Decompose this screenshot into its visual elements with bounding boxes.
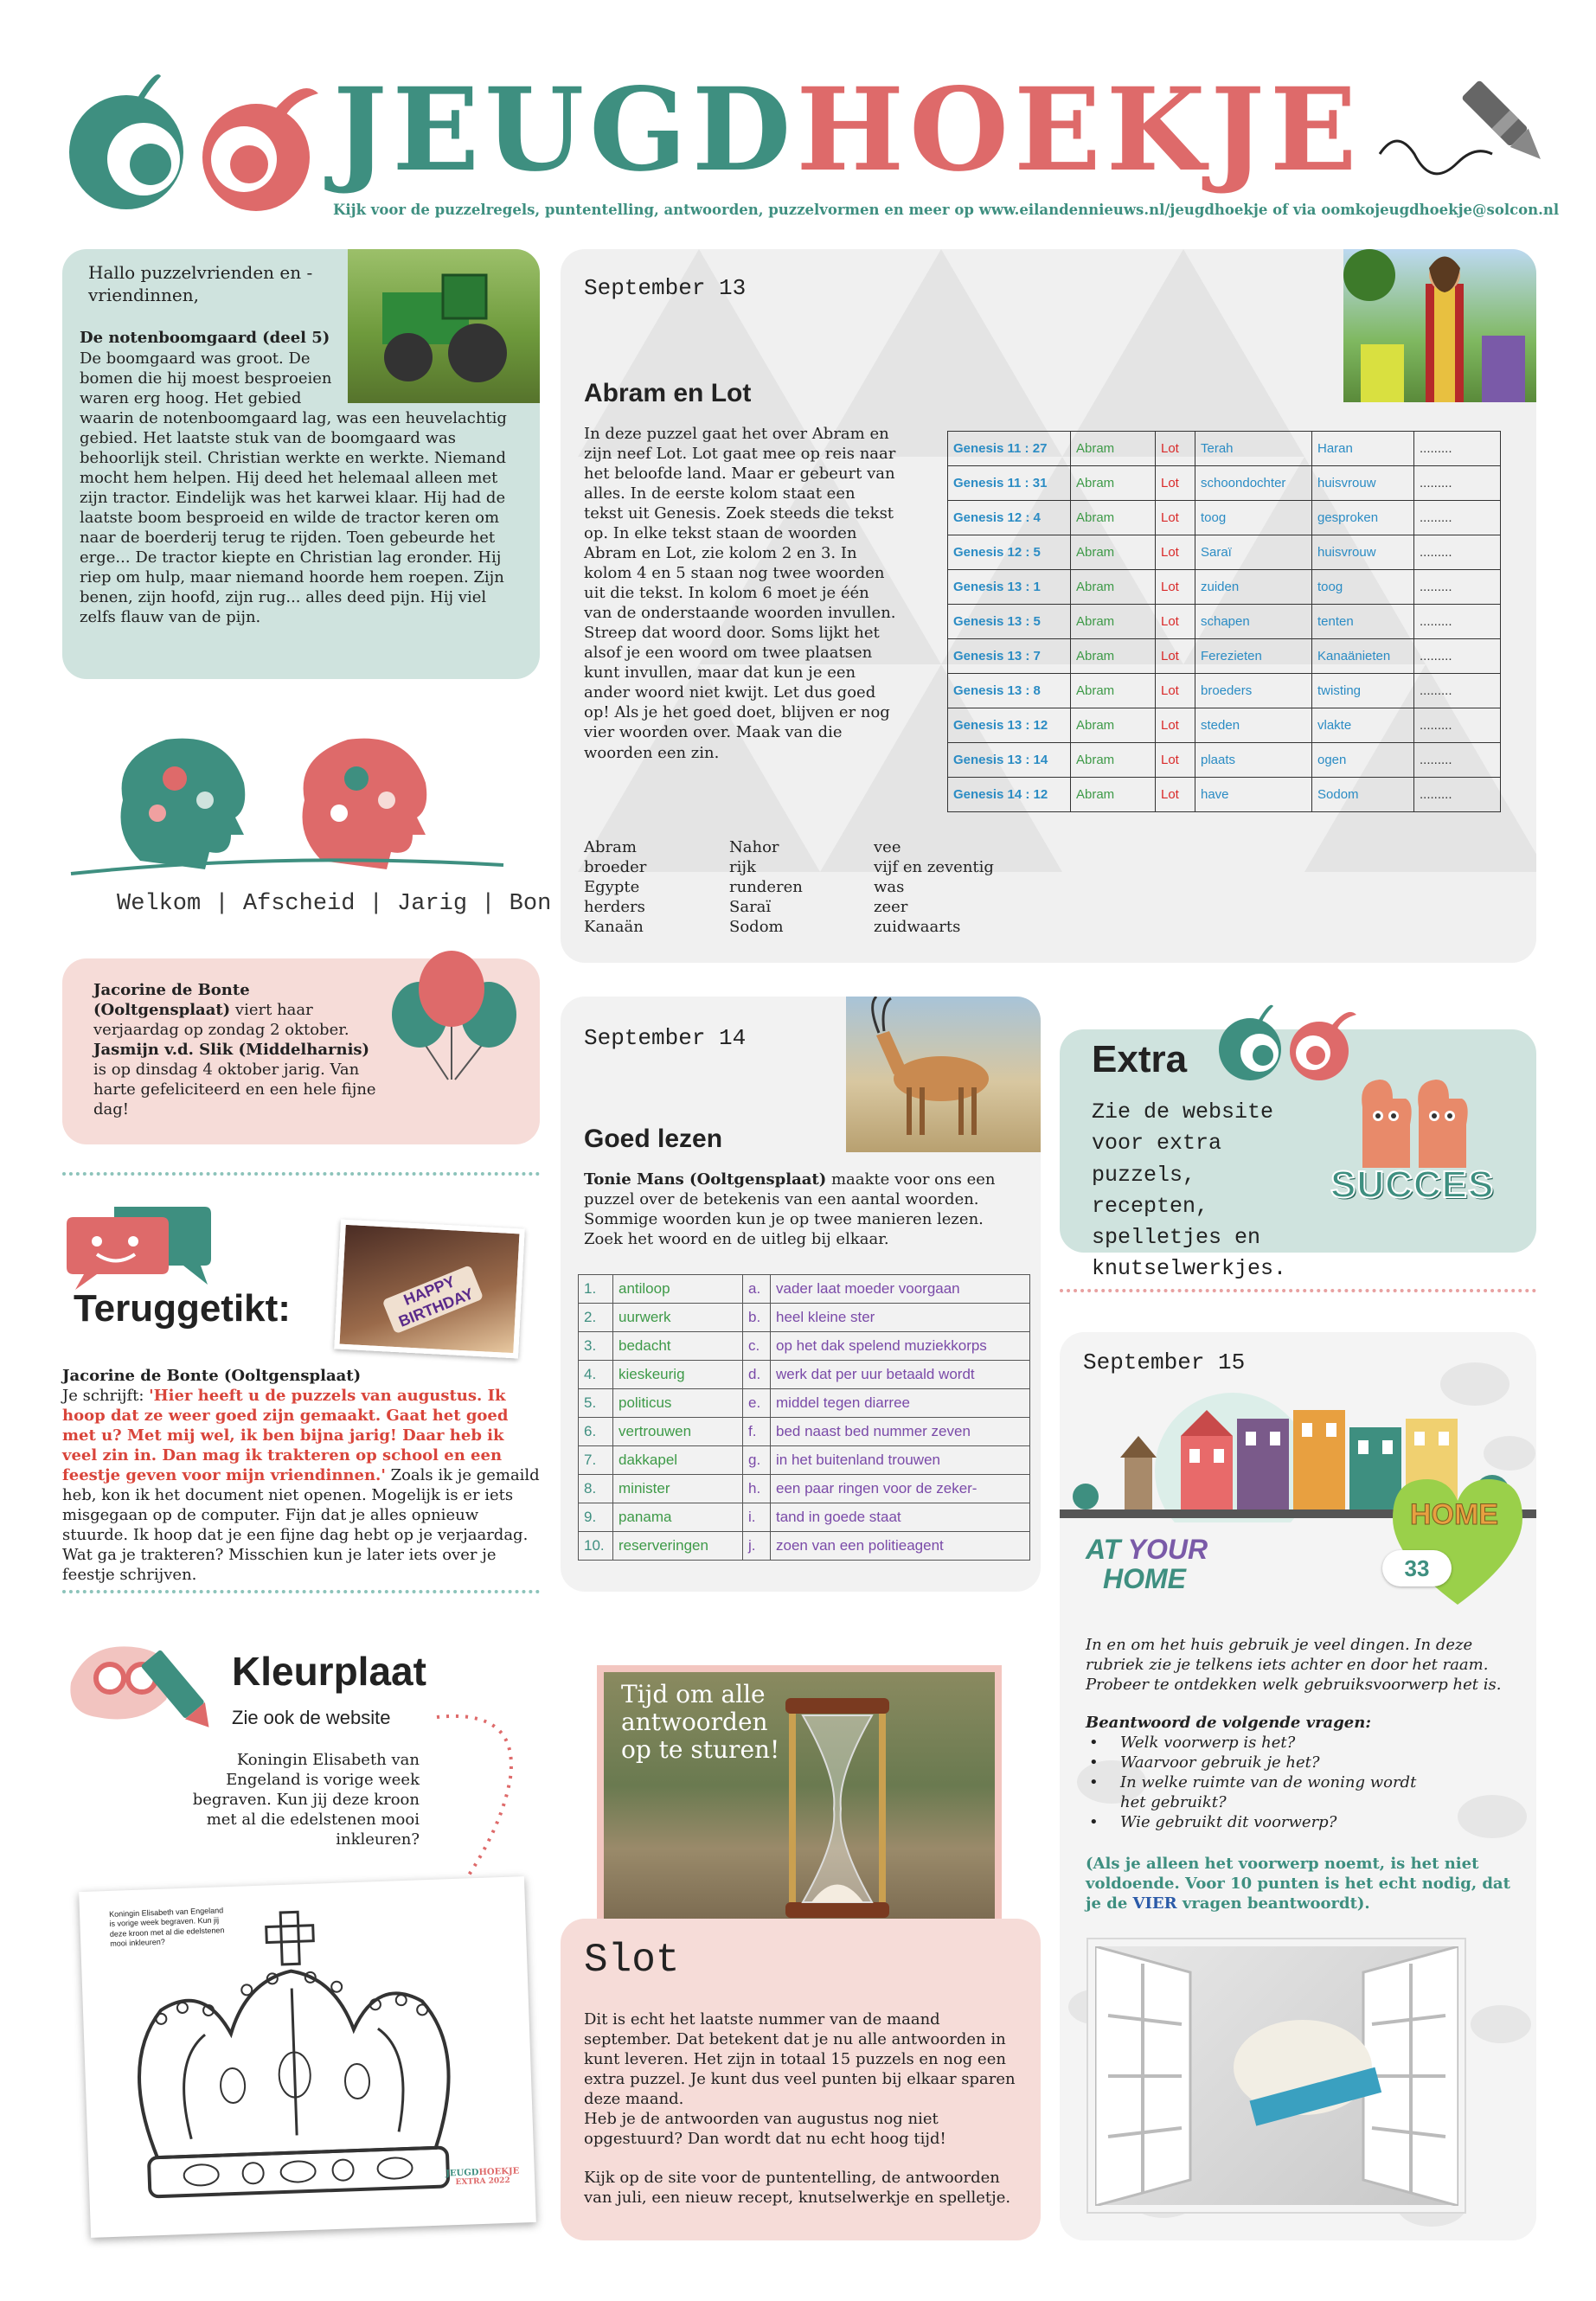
- table-cell: Lot: [1156, 535, 1195, 570]
- table-cell: Lot: [1156, 708, 1195, 743]
- sep13-words-col1: [584, 837, 646, 937]
- table-cell: Genesis 13 : 14: [948, 743, 1071, 778]
- sheet-logo-extra: EXTRA 2022: [455, 2176, 510, 2188]
- table-cell: vertrouwen: [613, 1418, 743, 1446]
- teruggetikt-text: [62, 1386, 540, 1585]
- sep15-note-a: (Als je alleen het voorwerp noemt, is het niet voldoende. Voor 10 punten is het echt nodig, dat je de: [1086, 1855, 1510, 1913]
- table-row: [579, 1503, 1030, 1532]
- gazelle-icon: [846, 997, 1041, 1152]
- kleurplaat-text: Koningin Elisabeth van Engeland is vorige week begraven. Kun jij deze kroon met al die edelstenen mooi inkleuren?: [192, 1751, 420, 1849]
- word-list-item: Egypte: [584, 878, 640, 897]
- table-cell: plaats: [1195, 743, 1312, 778]
- table-cell: Genesis 12 : 5: [948, 535, 1071, 570]
- table-cell: Genesis 12 : 4: [948, 501, 1071, 535]
- table-cell: panama: [613, 1503, 743, 1532]
- table-cell: zuiden: [1195, 570, 1312, 605]
- welkom-caption: Welkom | Afscheid | Jarig | Bon: [117, 891, 552, 917]
- table-cell: twisting: [1312, 674, 1414, 708]
- extra-logo-icon: [1211, 999, 1358, 1086]
- table-cell: op het dak spelend muziekkorps: [771, 1332, 1030, 1361]
- sep15-questions: [1086, 1733, 1432, 1832]
- table-row: [948, 639, 1501, 674]
- table-cell: Abram: [1071, 639, 1156, 674]
- table-cell: toog: [1195, 501, 1312, 535]
- table-row: [948, 743, 1501, 778]
- word-list-item: was: [874, 878, 905, 897]
- puzzle-heads-icon: [62, 705, 512, 878]
- cherry-eyes-logo-icon: [59, 67, 327, 223]
- balloons-icon: [381, 941, 528, 1088]
- sep13-title: Abram en Lot: [584, 379, 752, 407]
- word-list-item: vijf en zeventig: [874, 858, 994, 877]
- table-cell: 5.: [579, 1389, 613, 1418]
- cake-text: HAPPY BIRTHDAY: [382, 1265, 484, 1334]
- table-cell: Abram: [1071, 432, 1156, 466]
- birthday-name-2: Jasmijn v.d. Slik (Middelharnis): [93, 1041, 370, 1060]
- table-cell: schapen: [1195, 605, 1312, 639]
- sep15-date: September 15: [1083, 1349, 1246, 1375]
- masthead-title-jeugd: JEUGD: [333, 63, 797, 197]
- table-cell: Abram: [1071, 570, 1156, 605]
- photo-wrap-spacer: [336, 349, 517, 406]
- table-row: [948, 570, 1501, 605]
- hourglass-photo: [597, 1665, 1002, 1932]
- table-cell: Lot: [1156, 570, 1195, 605]
- table-cell: .........: [1414, 432, 1501, 466]
- sep15-note: [1086, 1854, 1518, 1913]
- table-cell: Sodom: [1312, 778, 1414, 812]
- table-cell: Genesis 11 : 27: [948, 432, 1071, 466]
- table-cell: Genesis 13 : 1: [948, 570, 1071, 605]
- table-cell: .........: [1414, 708, 1501, 743]
- table-cell: Genesis 14 : 12: [948, 778, 1071, 812]
- table-cell: Abram: [1071, 778, 1156, 812]
- table-cell: .........: [1414, 743, 1501, 778]
- table-cell: g.: [743, 1446, 771, 1475]
- word-list-item: herders: [584, 898, 645, 917]
- table-row: [579, 1475, 1030, 1503]
- word-list-item: Nahor: [729, 838, 779, 856]
- table-cell: een paar ringen voor de zeker-: [771, 1475, 1030, 1503]
- bible-illustration: [1343, 249, 1536, 402]
- masthead-logo: [59, 67, 327, 223]
- table-cell: c.: [743, 1332, 771, 1361]
- sep13-words-col2: [729, 837, 803, 937]
- table-cell: Lot: [1156, 674, 1195, 708]
- table-cell: Lot: [1156, 639, 1195, 674]
- table-cell: .........: [1414, 535, 1501, 570]
- sep13-date: September 13: [584, 275, 747, 301]
- table-cell: e.: [743, 1389, 771, 1418]
- masthead-title: [333, 63, 1362, 197]
- table-cell: b.: [743, 1304, 771, 1332]
- table-cell: Lot: [1156, 778, 1195, 812]
- table-cell: antiloop: [613, 1275, 743, 1304]
- intro-story-text: [80, 349, 517, 627]
- table-row: [579, 1389, 1030, 1418]
- extra-heading: Extra: [1092, 1038, 1188, 1080]
- sep14-date: September 14: [584, 1025, 747, 1051]
- table-row: [579, 1446, 1030, 1475]
- teruggetikt-heading: Teruggetikt:: [74, 1287, 291, 1330]
- cloud-number: [1382, 1550, 1452, 1586]
- masthead-subtitle: Kijk voor de puzzelregels, puntentelling, antwoorden, puzzelvormen en meer op www.eilandennieuws.nl/jeugdhoekje of via oomkojeugdhoekje@solcon.nl: [333, 202, 1560, 218]
- word-list-item: broeder: [584, 858, 647, 877]
- table-cell: Genesis 11 : 31: [948, 466, 1071, 501]
- table-cell: zoen van een politieagent: [771, 1532, 1030, 1561]
- table-cell: 3.: [579, 1332, 613, 1361]
- masthead-title-hoekje: HOEKJE: [796, 63, 1362, 197]
- table-cell: toog: [1312, 570, 1414, 605]
- list-item: • Wie gebruikt dit voorwerp?: [1086, 1812, 1432, 1832]
- table-row: [948, 605, 1501, 639]
- table-cell: Kanaänieten: [1312, 639, 1414, 674]
- table-cell: heel kleine ster: [771, 1304, 1030, 1332]
- table-cell: Abram: [1071, 501, 1156, 535]
- table-row: [579, 1361, 1030, 1389]
- table-cell: tenten: [1312, 605, 1414, 639]
- table-cell: Abram: [1071, 605, 1156, 639]
- table-cell: Lot: [1156, 466, 1195, 501]
- table-cell: Genesis 13 : 7: [948, 639, 1071, 674]
- table-cell: Genesis 13 : 8: [948, 674, 1071, 708]
- sheet-logo-hoekje: HOEKJE: [478, 2166, 520, 2178]
- sep13-table: [947, 431, 1501, 812]
- divider-2: [62, 1590, 540, 1593]
- table-cell: 1.: [579, 1275, 613, 1304]
- list-item: • Welk voorwerp is het?: [1086, 1733, 1432, 1753]
- table-cell: vlakte: [1312, 708, 1414, 743]
- word-list-item: Sodom: [729, 918, 784, 937]
- table-cell: .........: [1414, 778, 1501, 812]
- birthday-text-1: viert haar verjaardag op zondag 2 oktober.: [93, 1001, 349, 1040]
- table-cell: f.: [743, 1418, 771, 1446]
- table-cell: Abram: [1071, 674, 1156, 708]
- table-row: [948, 708, 1501, 743]
- coloring-sheet: [79, 1876, 536, 2238]
- your-text: YOUR: [1127, 1534, 1208, 1565]
- word-list-item: vee: [874, 838, 901, 856]
- table-cell: Abram: [1071, 466, 1156, 501]
- table-cell: Saraï: [1195, 535, 1312, 570]
- thumbs-up-icon: [1345, 1073, 1484, 1168]
- word-list-item: Kanaän: [584, 918, 644, 937]
- intro-story-body: De boomgaard was groot. De bomen die hij moest besproeien waren erg hoog. Het gebied waarin de notenboomgaard lag, was een heuvelachtig gebied. Het laatste stuk van de boomgaard was behoorlijk steil. Christian werkte en werkte. Niemand mocht hem helpen. Hij deed het helemaal alleen met zijn tractor. Eindelijk was het karwei klaar. Hij had de laatste boom besproeid en wilde de tractor keren om naar de boerderij terug te rijden. Toen gebeurde het erge... De tractor kiepte en Christian lag eronder. Hij riep om hulp, maar niemand hoorde hem roepen. Zijn benen, zijn hoofd, zijn rug... alles deed pijn. Hij viel zelfs flauw van de pijn.: [80, 349, 507, 627]
- teruggetikt-quote: 'Hier heeft u de puzzels van augustus. Ik hoop dat ze weer goed zijn gemaakt. Gaat het goed met u? Met mij wel, ik ben bijna jarig! Daar heb ik veel zin in. Dan mag ik trakteren op school en een feestje geven voor mijn vriendinnen.': [62, 1387, 509, 1485]
- table-cell: Terah: [1195, 432, 1312, 466]
- table-cell: middel tegen diarree: [771, 1389, 1030, 1418]
- gazelle-photo: [846, 997, 1041, 1152]
- table-cell: dakkapel: [613, 1446, 743, 1475]
- chat-bubbles-icon: [62, 1198, 214, 1293]
- word-list-item: Abram: [584, 838, 637, 856]
- table-cell: 4.: [579, 1361, 613, 1389]
- table-cell: Genesis 13 : 12: [948, 708, 1071, 743]
- table-cell: i.: [743, 1503, 771, 1532]
- home-text: HOME: [1103, 1562, 1186, 1594]
- table-cell: 2.: [579, 1304, 613, 1332]
- table-cell: 7.: [579, 1446, 613, 1475]
- table-cell: Haran: [1312, 432, 1414, 466]
- table-cell: .........: [1414, 501, 1501, 535]
- table-cell: Lot: [1156, 743, 1195, 778]
- table-cell: 6.: [579, 1418, 613, 1446]
- table-row: [579, 1532, 1030, 1561]
- table-row: [579, 1418, 1030, 1446]
- sheet-logo-jeugd: JEUGD: [445, 2168, 479, 2179]
- table-cell: Abram: [1071, 708, 1156, 743]
- table-cell: huisvrouw: [1312, 466, 1414, 501]
- sep14-author: Tonie Mans (Ooltgensplaat): [584, 1170, 827, 1189]
- table-cell: tand in goede staat: [771, 1503, 1030, 1532]
- slot-text: [584, 2009, 1021, 2208]
- slot-p2: Heb je de antwoorden van augustus nog niet opgestuurd? Dan wordt dat nu echt hoog tijd!: [584, 2110, 946, 2149]
- word-list-item: zeer: [874, 898, 908, 917]
- table-row: [948, 535, 1501, 570]
- table-cell: schoondochter: [1195, 466, 1312, 501]
- table-cell: Abram: [1071, 743, 1156, 778]
- succes-badge: SUCCES: [1330, 1163, 1495, 1206]
- sep14-intro-text: maakte voor ons een puzzel over de betekenis van een aantal woorden. Sommige woorden kun je op twee manieren lezen. Zoek het woord en de uitleg bij elkaar.: [584, 1170, 996, 1249]
- heads-illustration: [62, 705, 512, 878]
- table-cell: Lot: [1156, 605, 1195, 639]
- sep13-words-col3: [874, 837, 994, 937]
- table-cell: 9.: [579, 1503, 613, 1532]
- sep13-text: In deze puzzel gaat het over Abram en zijn neef Lot. Lot gaat mee op reis naar het beloofde land. Maar er gebeurt van alles. In de eerste kolom staat een tekst uit Genesis. Zoek steeds die tekst op. In elke tekst staan de woorden Abram en Lot, zie kolom 2 en 3. In kolom 4 en 5 staan nog twee woorden uit die tekst. In kolom 6 moet je één van de onderstaande woorden invullen. Streep dat woord door. Soms lijkt het alsof je een woord om twee plaatsen kunt invullen, maar dat kun je een ander woord niet kwijt. Let dus goed op! Als je het goed doet, blijven er nog vier woorden over. Maak van die woorden een zin.: [584, 425, 896, 762]
- table-cell: bed naast bed nummer zeven: [771, 1418, 1030, 1446]
- home-number: 33: [1404, 1555, 1430, 1581]
- table-cell: werk dat per uur betaald wordt: [771, 1361, 1030, 1389]
- sep15-note-c: vragen beantwoordt).: [1176, 1894, 1370, 1913]
- word-list-item: rijk: [729, 858, 756, 877]
- table-row: [579, 1304, 1030, 1332]
- word-list-item: runderen: [729, 878, 803, 897]
- sheet-logo: [439, 2166, 527, 2187]
- table-cell: .........: [1414, 570, 1501, 605]
- crayon-icon: [62, 1631, 218, 1730]
- word-list-item: Saraï: [729, 898, 772, 917]
- birthday-cake-photo: [334, 1220, 525, 1359]
- list-item: • In welke ruimte van de woning wordt het gebruikt?: [1086, 1772, 1432, 1812]
- table-row: [948, 432, 1501, 466]
- table-cell: d.: [743, 1361, 771, 1389]
- table-cell: 10.: [579, 1532, 613, 1561]
- table-cell: kieskeurig: [613, 1361, 743, 1389]
- sep14-title: Goed lezen: [584, 1125, 723, 1153]
- table-cell: Ferezieten: [1195, 639, 1312, 674]
- hourglass-photo-text: Tijd om alle antwoorden op te sturen!: [621, 1680, 780, 1765]
- table-row: [948, 778, 1501, 812]
- word-list-item: zuidwaarts: [874, 918, 961, 937]
- table-cell: Genesis 13 : 5: [948, 605, 1071, 639]
- table-cell: gesproken: [1312, 501, 1414, 535]
- table-cell: broeders: [1195, 674, 1312, 708]
- table-cell: .........: [1414, 639, 1501, 674]
- extra-text: Zie de website voor extra puzzels, recepten, spelletjes en knutselwerkjes.: [1092, 1099, 1287, 1282]
- sheet-text: Koningin Elisabeth van Engeland is vorige week begraven. Kun jij deze kroon met al die edelstenen mooi inkleuren?: [108, 1906, 225, 1948]
- table-row: [579, 1332, 1030, 1361]
- divider-3: [1060, 1289, 1536, 1292]
- birthday-name-1: Jacorine de Bonte (Ooltgensplaat): [93, 981, 250, 1020]
- sep15-note-b: VIER: [1132, 1894, 1177, 1913]
- window-icon: [1095, 1946, 1458, 2206]
- table-row: [948, 501, 1501, 535]
- table-row: [948, 466, 1501, 501]
- table-cell: a.: [743, 1275, 771, 1304]
- table-cell: huisvrouw: [1312, 535, 1414, 570]
- table-cell: Abram: [1071, 535, 1156, 570]
- sep15-questions-title: Beantwoord de volgende vragen:: [1086, 1714, 1371, 1732]
- table-cell: reserveringen: [613, 1532, 743, 1561]
- table-cell: have: [1195, 778, 1312, 812]
- slot-heading: Slot: [584, 1938, 680, 1983]
- table-cell: .........: [1414, 674, 1501, 708]
- table-cell: Lot: [1156, 432, 1195, 466]
- pen-icon: [1371, 67, 1544, 197]
- table-cell: vader laat moeder voorgaan: [771, 1275, 1030, 1304]
- kleurplaat-heading: Kleurplaat: [232, 1649, 426, 1694]
- table-cell: .........: [1414, 466, 1501, 501]
- table-cell: ogen: [1312, 743, 1414, 778]
- list-item: • Waarvoor gebruik je het?: [1086, 1753, 1432, 1772]
- table-cell: Lot: [1156, 501, 1195, 535]
- at-your-home-logo: [1086, 1535, 1208, 1593]
- table-cell: uurwerk: [613, 1304, 743, 1332]
- table-cell: h.: [743, 1475, 771, 1503]
- home-badge-text: HOME: [1410, 1498, 1498, 1531]
- window-photo: [1088, 1939, 1465, 2212]
- slot-p1: Dit is echt het laatste nummer van de maand september. Dat betekent dat je nu alle antwoorden in kunt leveren. Het zijn in totaal 15 puzzels en nog een extra puzzel. Je kunt dus veel punten bij elkaar sparen deze maand.: [584, 2010, 1016, 2109]
- hourglass-icon: [777, 1698, 898, 1923]
- at-text: AT: [1086, 1534, 1121, 1565]
- table-cell: .........: [1414, 605, 1501, 639]
- table-cell: bedacht: [613, 1332, 743, 1361]
- sep14-intro: [584, 1170, 1025, 1249]
- teruggetikt-reply: Zoals ik je gemaild heb, kon ik het document niet openen. Mogelijk is er iets misgegaan op de computer. Fijn dat je alles opnieuw stuurde. Ik hoop dat je een fijne dag hebt op je verjaardag. Wat ga je trakteren? Misschien kun je later iets over je feestje schrijven.: [62, 1466, 540, 1585]
- teruggetikt-from: Jacorine de Bonte (Ooltgensplaat): [62, 1367, 362, 1385]
- slot-p3: Kijk op de site voor de puntentelling, de antwoorden van juli, een nieuw recept, knutselwerkje en spelletje.: [584, 2169, 1011, 2208]
- table-row: [948, 674, 1501, 708]
- table-cell: steden: [1195, 708, 1312, 743]
- home-heart-icon: [1384, 1471, 1531, 1609]
- teruggetikt-lead: Je schrijft:: [62, 1387, 150, 1405]
- birthday-text: [93, 980, 381, 1119]
- table-cell: minister: [613, 1475, 743, 1503]
- kleurplaat-sub: Zie ook de website: [232, 1707, 391, 1728]
- table-cell: j.: [743, 1532, 771, 1561]
- sep14-table: [578, 1274, 1030, 1561]
- at-your-line: [1086, 1535, 1208, 1565]
- table-cell: in het buitenland trouwen: [771, 1446, 1030, 1475]
- table-cell: politicus: [613, 1389, 743, 1418]
- divider-1: [62, 1172, 540, 1176]
- intro-greeting: Hallo puzzelvrienden en -vriendinnen,: [88, 262, 313, 305]
- table-cell: 8.: [579, 1475, 613, 1503]
- intro-story-title: De notenboomgaard (deel 5): [80, 329, 330, 347]
- table-row: [579, 1275, 1030, 1304]
- sep15-intro: In en om het huis gebruik je veel dingen. In deze rubriek zie je telkens iets achter en door het raam. Probeer te ontdekken welk gebruiksvoorwerp het is.: [1086, 1636, 1502, 1695]
- birthday-text-2: is op dinsdag 4 oktober jarig. Van harte gefeliciteerd en een hele fijne dag!: [93, 1061, 376, 1119]
